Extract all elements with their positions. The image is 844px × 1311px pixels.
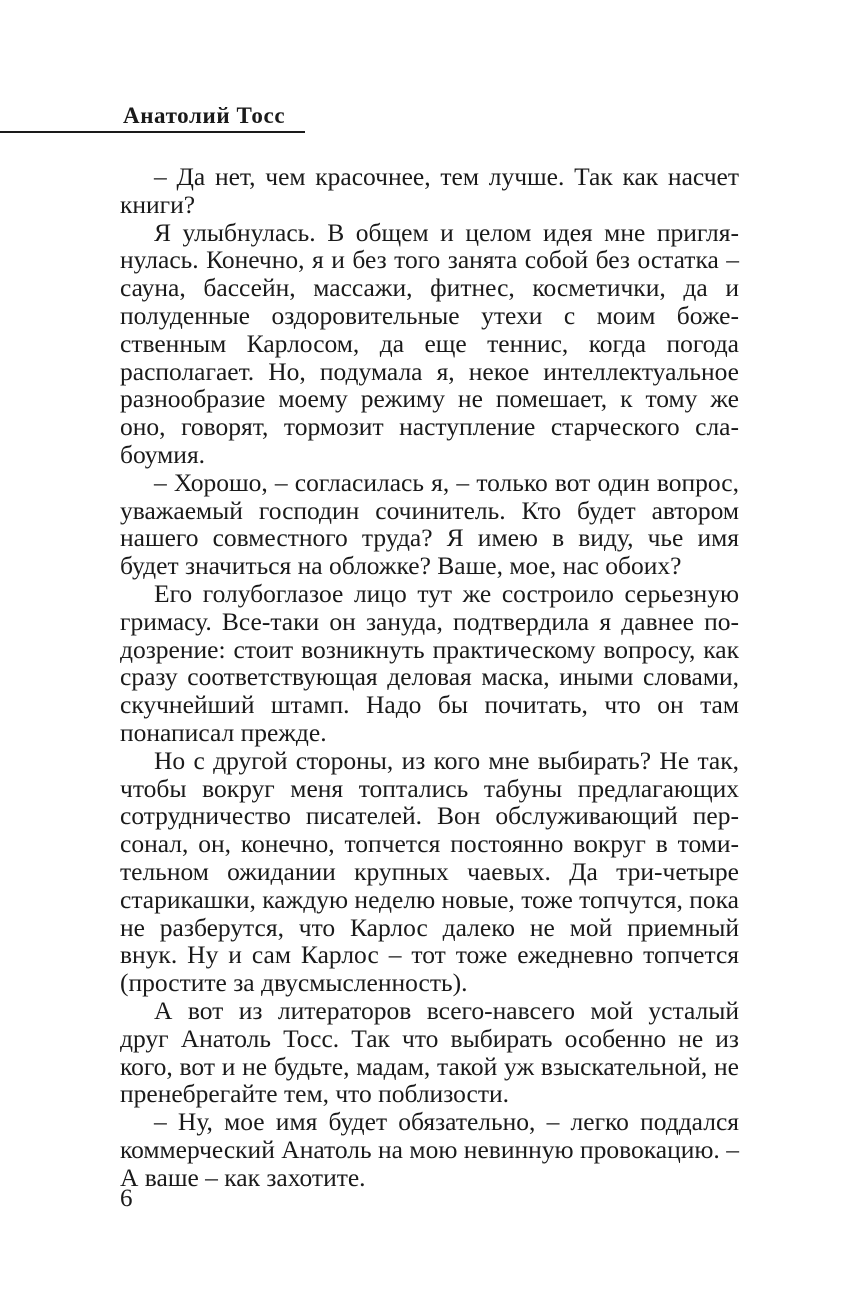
paragraph: А вот из литераторов всего-навсего мой усталый друг Анатоль Тосс. Так что выбирать особенно не из кого, вот и не будьте, мадам, такой уж взыскательной, не пренебрегайте тем, что поблизости. <box>120 995 739 1109</box>
page-number: 6 <box>120 1185 133 1212</box>
body-text <box>120 163 739 1191</box>
running-head-author: Анатолий Тосс <box>123 103 286 128</box>
paragraph: – Ну, мое имя будет обязательно, – легко поддался коммерческий Анатоль на мою невинную провокацию. – А ваше – как захотите. <box>120 1107 739 1192</box>
paragraph: – Хорошо, – согласилась я, – только вот один вопрос, уважаемый господин сочинитель. Кто будет автором нашего совместного труда? Я имею в виду, чье имя будет значиться на обложке? Ваше, мое, нас обоих? <box>120 467 739 581</box>
paragraph: – Да нет, чем красочнее, тем лучше. Так как насчет книги? <box>120 162 739 219</box>
paragraph: Я улыбнулась. В общем и целом идея мне приглянулась. Конечно, я и без того занята собой без остатка – сауна, бассейн, массажи, фитнес, косметички, да и полуденные оздоровительные утехи с моим божественным Карлосом, да еще теннис, когда погода располагает. Но, подумала я, некое интеллектуальное разнообразие моему режиму не помешает, к тому же оно, говорят, тормозит наступление старческого слабоумия. <box>120 217 739 469</box>
paragraph: Его голубоглазое лицо тут же состроило серьезную гримасу. Все-таки он зануда, подтвердила я давнее подозрение: стоит возникнуть практическому вопросу, как сразу соответствующая деловая маска, иными словами, скучнейший штамп. Надо бы почитать, что он там понаписал прежде. <box>120 578 739 747</box>
header-rule <box>0 131 305 133</box>
paragraph: Но с другой стороны, из кого мне выбирать? Не так, чтобы вокруг меня топтались табуны предлагающих сотрудничество писателей. Вон обслуживающий персонал, он, конечно, топчется постоянно вокруг в томительном ожидании крупных чаевых. Да три-четыре старикашки, каждую неделю новые, тоже топчутся, пока не разберутся, что Карлос далеко не мой приемный внук. Ну и сам Карлос – тот тоже ежедневно топчется (простите за двусмысленность). <box>120 745 739 998</box>
